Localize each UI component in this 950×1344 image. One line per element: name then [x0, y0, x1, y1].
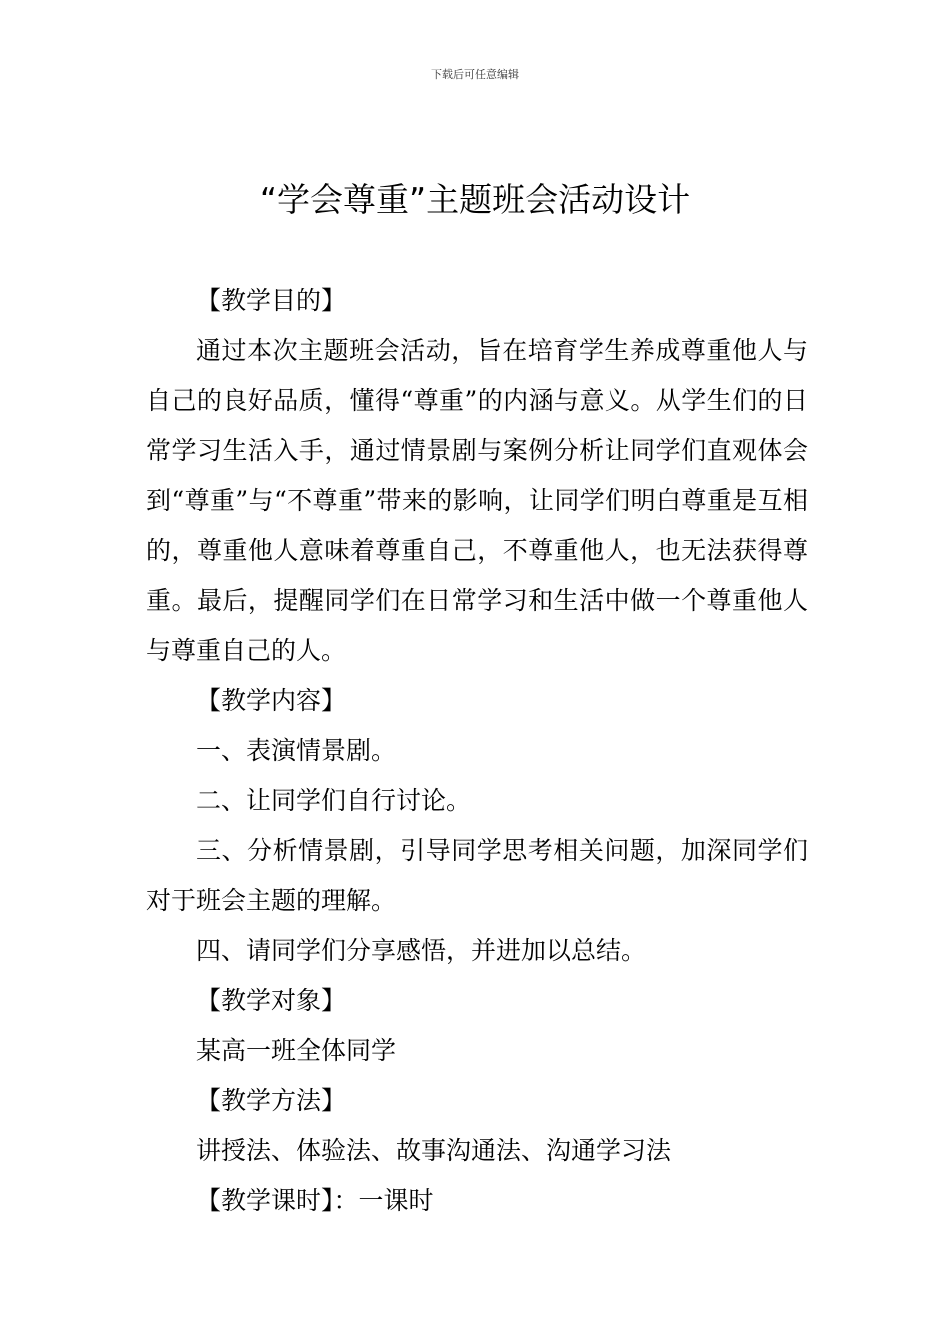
document-title: “学会尊重”主题班会活动设计 [259, 180, 691, 219]
section-heading-objective: 【教学目的】 [196, 286, 347, 315]
content-item-4: 四、请同学们分享感悟，并进加以总结。 [196, 936, 647, 965]
audience-text: 某高一班全体同学 [196, 1036, 397, 1065]
section-heading-audience: 【教学对象】 [196, 986, 347, 1015]
objective-paragraph: 通过本次主题班会活动，旨在培育学生养成尊重他人与自己的良好品质，懂得“尊重”的内涵与意义。从学生们的日常学习生活入手，通过情景剧与案例分析让同学们直观体会到“尊重”与“不尊重”带来的影响，让同学们明白尊重是互相的，尊重他人意味着尊重自己，不尊重他人，也无法获得尊重。最后，提醒同学们在日常学习和生活中做一个尊重他人与尊重自己的人。 [146, 336, 808, 665]
section-heading-content: 【教学内容】 [196, 686, 347, 715]
method-text: 讲授法、体验法、故事沟通法、沟通学习法 [196, 1136, 672, 1165]
document-body [146, 276, 808, 1226]
page-header-note: 下载后可任意编辑 [431, 68, 519, 81]
content-item-1: 一、表演情景剧。 [196, 736, 397, 765]
content-item-2: 二、让同学们自行讨论。 [196, 786, 472, 815]
section-heading-duration: 【教学课时】：一课时 [196, 1186, 434, 1215]
section-heading-method: 【教学方法】 [196, 1086, 347, 1115]
content-item-3: 三、分析情景剧，引导同学思考相关问题，加深同学们对于班会主题的理解。 [146, 836, 808, 915]
